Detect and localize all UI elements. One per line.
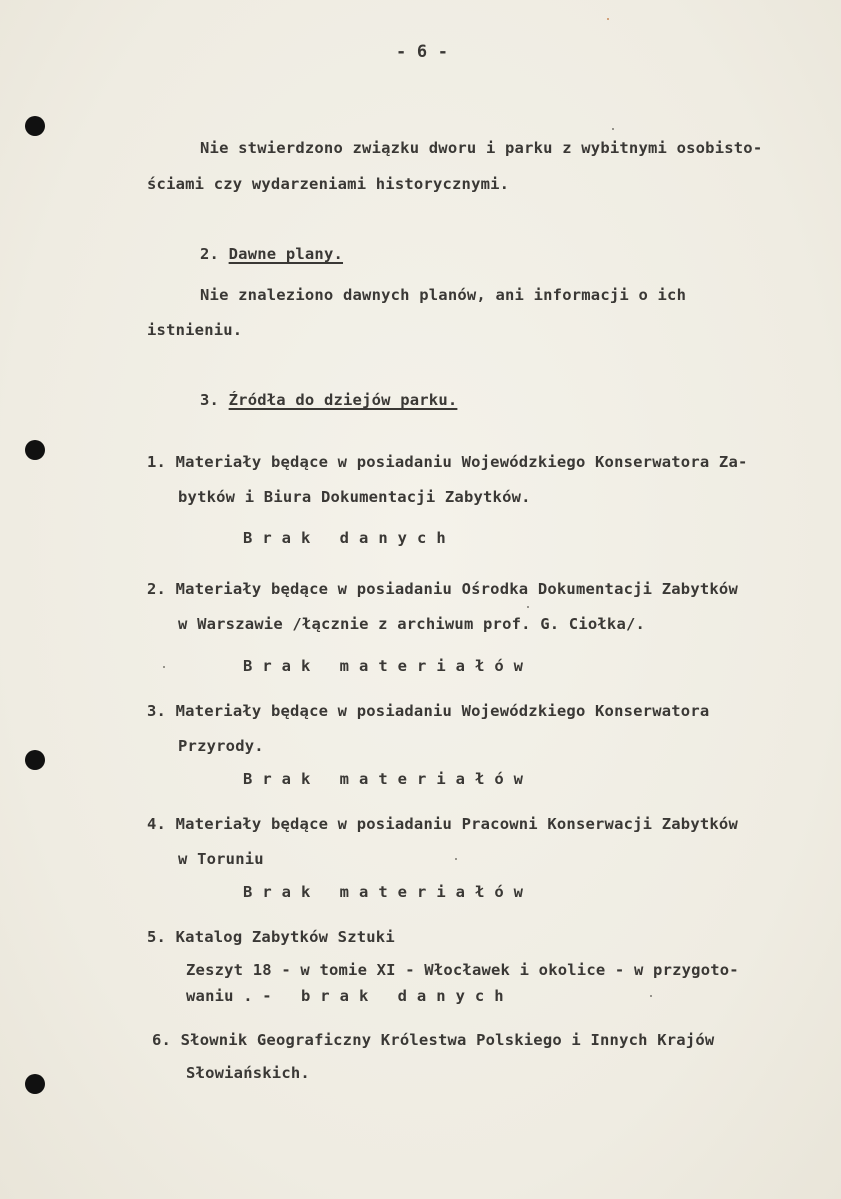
- section-number: 3.: [200, 391, 220, 409]
- section-title: Źródła do dziejów parku.: [228, 391, 458, 409]
- item-text-continued: Słowiańskich.: [186, 1064, 310, 1082]
- item-text-continued: Zeszyt 18 - w tomie XI - Włocławek i okolice - w przygoto-: [186, 961, 739, 979]
- list-item: [147, 815, 738, 833]
- item-status: Brak materiałów: [243, 883, 533, 901]
- paragraph-line: Nie znaleziono dawnych planów, ani informacji o ich: [200, 286, 687, 304]
- list-item: [147, 580, 738, 598]
- item-status: - brak danych: [262, 987, 514, 1005]
- punch-hole: [25, 750, 45, 770]
- item-text-continued: bytków i Biura Dokumentacji Zabytków.: [178, 488, 531, 506]
- section-number: 2.: [200, 245, 220, 263]
- item-text: Materiały będące w posiadaniu Pracowni Konserwacji Zabytków: [175, 815, 739, 833]
- item-status: Brak danych: [243, 529, 456, 547]
- punch-hole: [25, 440, 45, 460]
- item-number: 3.: [147, 702, 167, 720]
- paper-speck: [650, 995, 652, 997]
- section-heading: [200, 391, 457, 409]
- item-text-continued: Przyrody.: [178, 737, 264, 755]
- item-status: Brak materiałów: [243, 657, 533, 675]
- item-number: 6.: [152, 1031, 172, 1049]
- item-text-continued: [186, 987, 514, 1005]
- item-text-continued: w Toruniu: [178, 850, 264, 868]
- list-item: [147, 453, 748, 471]
- punch-hole: [25, 116, 45, 136]
- item-number: 5.: [147, 928, 167, 946]
- paragraph-line: istnieniu.: [147, 321, 243, 339]
- list-item: [147, 702, 709, 720]
- punch-hole: [25, 1074, 45, 1094]
- section-title: Dawne plany.: [228, 245, 344, 263]
- list-item: [152, 1031, 714, 1049]
- item-text: Katalog Zabytków Sztuki: [175, 928, 395, 946]
- item-text: Materiały będące w posiadaniu Wojewódzkiego Konserwatora: [175, 702, 710, 720]
- item-text: waniu .: [186, 987, 253, 1005]
- item-number: 4.: [147, 815, 167, 833]
- paper-speck: [163, 666, 165, 668]
- item-text: Słownik Geograficzny Królestwa Polskiego i Innych Krajów: [180, 1031, 715, 1049]
- paragraph-line: ściami czy wydarzeniami historycznymi.: [147, 175, 510, 193]
- paragraph-line: Nie stwierdzono związku dworu i parku z wybitnymi osobisto-: [200, 139, 763, 157]
- section-heading: [200, 245, 343, 263]
- item-status: Brak materiałów: [243, 770, 533, 788]
- paper-speck: [607, 18, 609, 20]
- item-number: 2.: [147, 580, 167, 598]
- item-text: Materiały będące w posiadaniu Wojewódzkiego Konserwatora Za-: [175, 453, 748, 471]
- list-item: [147, 928, 395, 946]
- paper-speck: [527, 606, 529, 608]
- item-text-continued: w Warszawie /łącznie z archiwum prof. G. Ciołka/.: [178, 615, 646, 633]
- page-number: - 6 -: [396, 42, 449, 62]
- paper-speck: [612, 128, 614, 130]
- paper-speck: [455, 858, 457, 860]
- item-text: Materiały będące w posiadaniu Ośrodka Dokumentacji Zabytków: [175, 580, 739, 598]
- item-number: 1.: [147, 453, 167, 471]
